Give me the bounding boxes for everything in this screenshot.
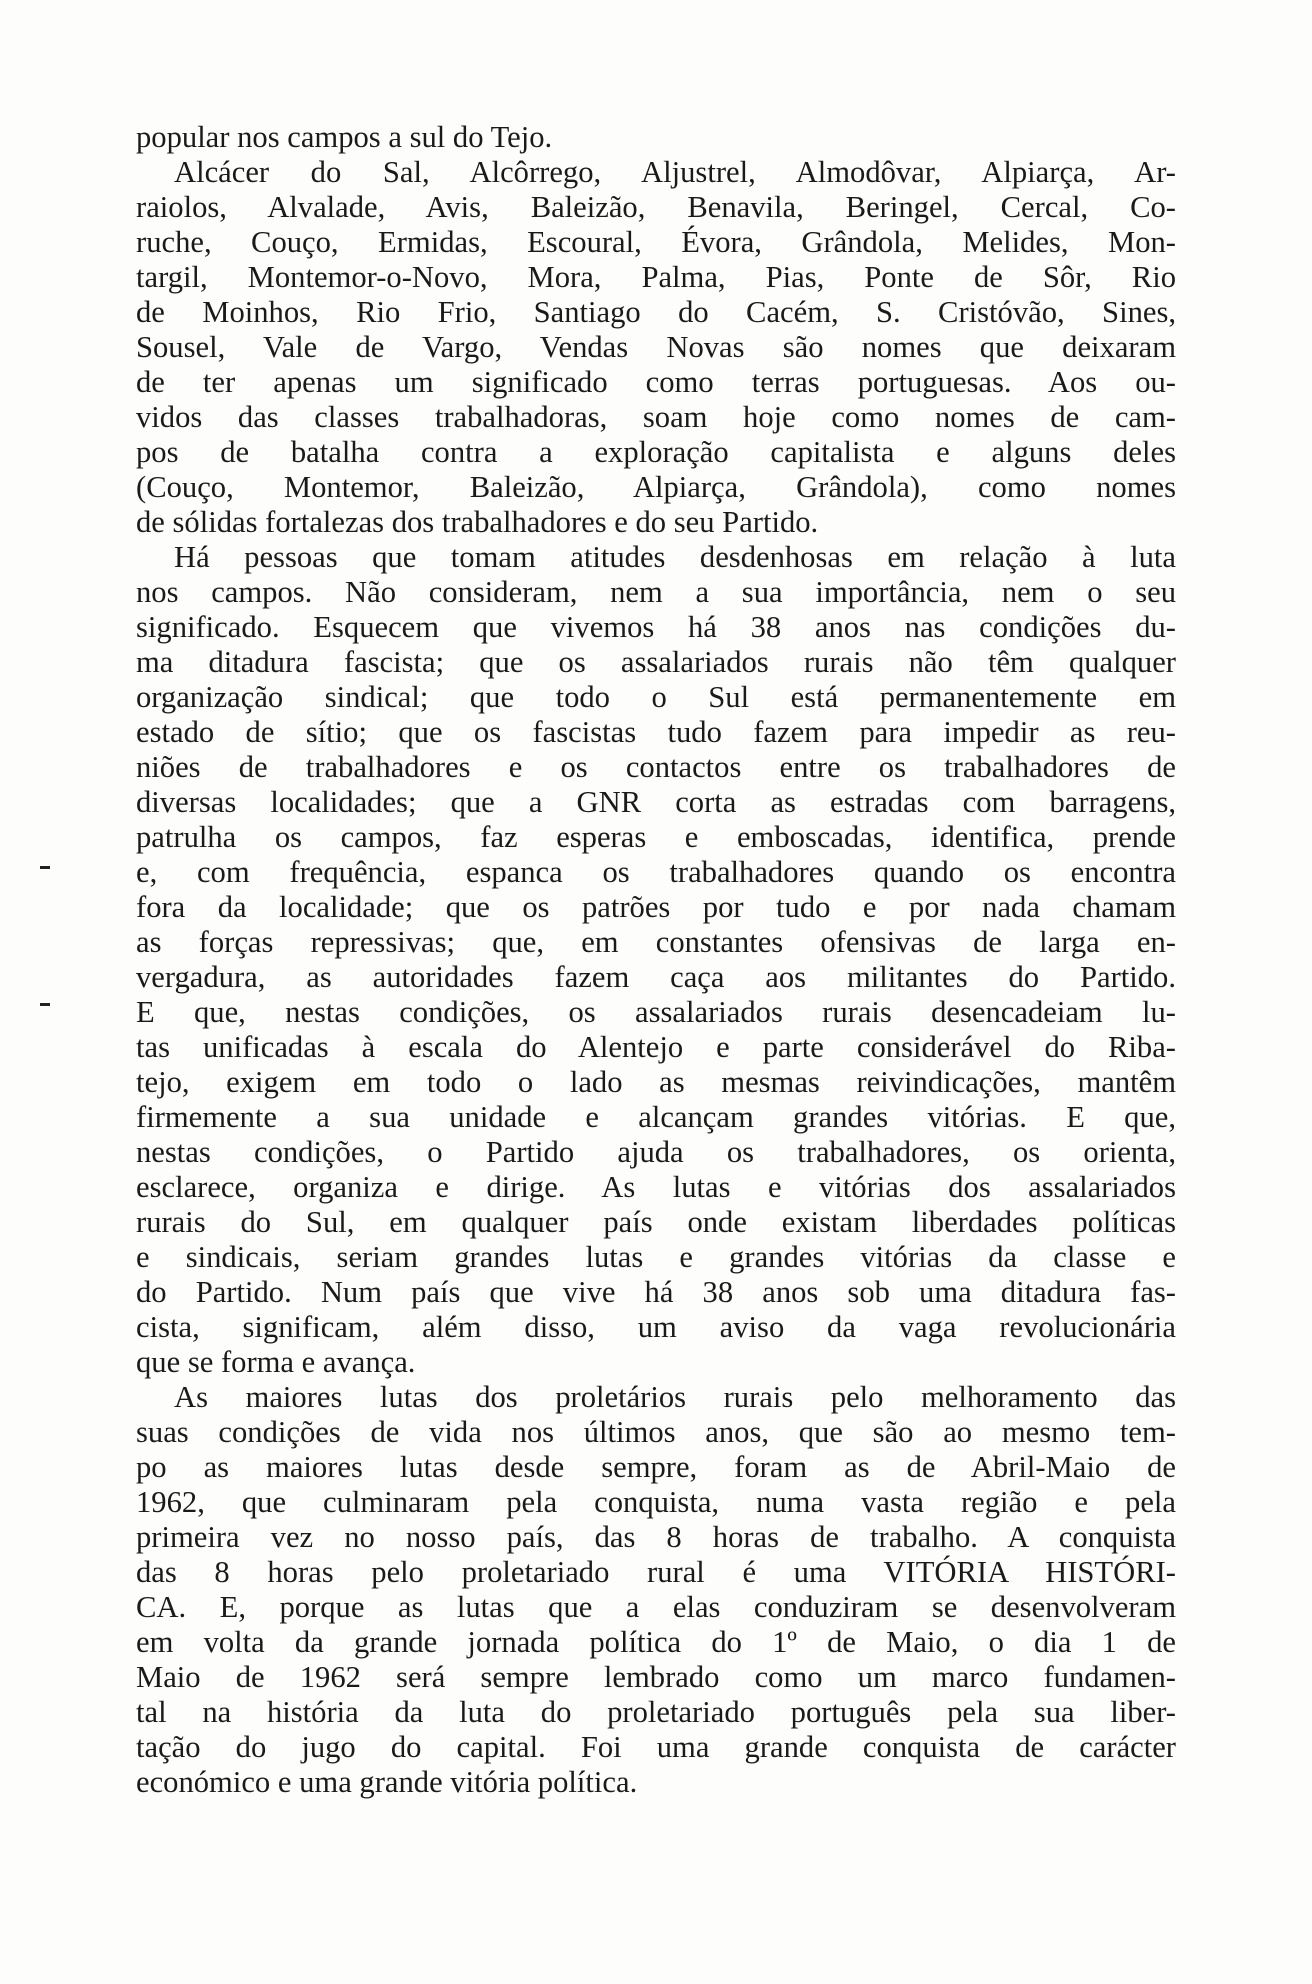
body-text [136, 120, 1176, 1800]
text-line: raiolos, Alvalade, Avis, Baleizão, Benavila, Beringel, Cercal, Co- [136, 190, 1176, 224]
text-line: as forças repressivas; que, em constantes ofensivas de larga en- [136, 925, 1176, 959]
text-line: económico e uma grande vitória política. [136, 1765, 638, 1799]
text-line: que se forma e avança. [136, 1345, 416, 1379]
text-line: de Moinhos, Rio Frio, Santiago do Cacém, S. Cristóvão, Sines, [136, 295, 1176, 329]
text-line: nestas condições, o Partido ajuda os trabalhadores, os orienta, [136, 1135, 1176, 1169]
text-line: esclarece, organiza e dirige. As lutas e vitórias dos assalariados [136, 1170, 1176, 1204]
text-line: ruche, Couço, Ermidas, Escoural, Évora, Grândola, Melides, Mon- [136, 225, 1176, 259]
text-line: diversas localidades; que a GNR corta as estradas com barragens, [136, 785, 1176, 819]
text-line: de sólidas fortalezas dos trabalhadores e do seu Partido. [136, 505, 819, 539]
text-line: patrulha os campos, faz esperas e emboscadas, identifica, prende [136, 820, 1176, 854]
text-line: significado. Esquecem que vivemos há 38 anos nas condições du- [136, 610, 1176, 644]
text-line: do Partido. Num país que vive há 38 anos sob uma ditadura fas- [136, 1275, 1176, 1309]
margin-mark [40, 866, 50, 869]
text-line: pos de batalha contra a exploração capitalista e alguns deles [136, 435, 1176, 469]
text-line: niões de trabalhadores e os contactos entre os trabalhadores de [136, 750, 1176, 784]
text-line: ma ditadura fascista; que os assalariados rurais não têm qualquer [136, 645, 1176, 679]
text-line: popular nos campos a sul do Tejo. [136, 120, 553, 154]
text-line: tação do jugo do capital. Foi uma grande conquista de carácter [136, 1730, 1176, 1764]
text-line: primeira vez no nosso país, das 8 horas de trabalho. A conquista [136, 1520, 1176, 1554]
text-line: tal na história da luta do proletariado português pela sua liber- [136, 1695, 1176, 1729]
text-line: vergadura, as autoridades fazem caça aos militantes do Partido. [136, 960, 1176, 994]
text-line: organização sindical; que todo o Sul está permanentemente em [136, 680, 1176, 714]
text-line: fora da localidade; que os patrões por tudo e por nada chamam [136, 890, 1176, 924]
text-line: e, com frequência, espanca os trabalhadores quando os encontra [136, 855, 1176, 889]
text-line: 1962, que culminaram pela conquista, numa vasta região e pela [136, 1485, 1176, 1519]
text-line: nos campos. Não consideram, nem a sua importância, nem o seu [136, 575, 1176, 609]
text-line: CA. E, porque as lutas que a elas conduziram se desenvolveram [136, 1590, 1176, 1624]
text-line: rurais do Sul, em qualquer país onde existam liberdades políticas [136, 1205, 1176, 1239]
text-line: E que, nestas condições, os assalariados rurais desencadeiam lu- [136, 995, 1176, 1029]
text-line: tejo, exigem em todo o lado as mesmas reivindicações, mantêm [136, 1065, 1176, 1099]
text-line: e sindicais, seriam grandes lutas e grandes vitórias da classe e [136, 1240, 1176, 1274]
text-line: em volta da grande jornada política do 1º de Maio, o dia 1 de [136, 1625, 1176, 1659]
text-line: Alcácer do Sal, Alcôrrego, Aljustrel, Almodôvar, Alpiarça, Ar- [174, 155, 1176, 189]
text-line: po as maiores lutas desde sempre, foram as de Abril-Maio de [136, 1450, 1176, 1484]
text-line: (Couço, Montemor, Baleizão, Alpiarça, Grândola), como nomes [136, 470, 1176, 504]
margin-mark [40, 1003, 50, 1006]
text-line: firmemente a sua unidade e alcançam grandes vitórias. E que, [136, 1100, 1176, 1134]
text-line: suas condições de vida nos últimos anos, que são ao mesmo tem- [136, 1415, 1176, 1449]
text-line: tas unificadas à escala do Alentejo e parte considerável do Riba- [136, 1030, 1176, 1064]
text-line: Maio de 1962 será sempre lembrado como um marco fundamen- [136, 1660, 1176, 1694]
text-line: vidos das classes trabalhadoras, soam hoje como nomes de cam- [136, 400, 1176, 434]
text-line: targil, Montemor-o-Novo, Mora, Palma, Pias, Ponte de Sôr, Rio [136, 260, 1176, 294]
text-line: estado de sítio; que os fascistas tudo fazem para impedir as reu- [136, 715, 1176, 749]
text-line: Sousel, Vale de Vargo, Vendas Novas são nomes que deixaram [136, 330, 1176, 364]
text-line: de ter apenas um significado como terras portuguesas. Aos ou- [136, 365, 1176, 399]
text-line: das 8 horas pelo proletariado rural é uma VITÓRIA HISTÓRI- [136, 1555, 1176, 1589]
text-line: As maiores lutas dos proletários rurais pelo melhoramento das [174, 1380, 1176, 1414]
text-line: cista, significam, além disso, um aviso da vaga revolucionária [136, 1310, 1176, 1344]
text-line: Há pessoas que tomam atitudes desdenhosas em relação à luta [174, 540, 1176, 574]
